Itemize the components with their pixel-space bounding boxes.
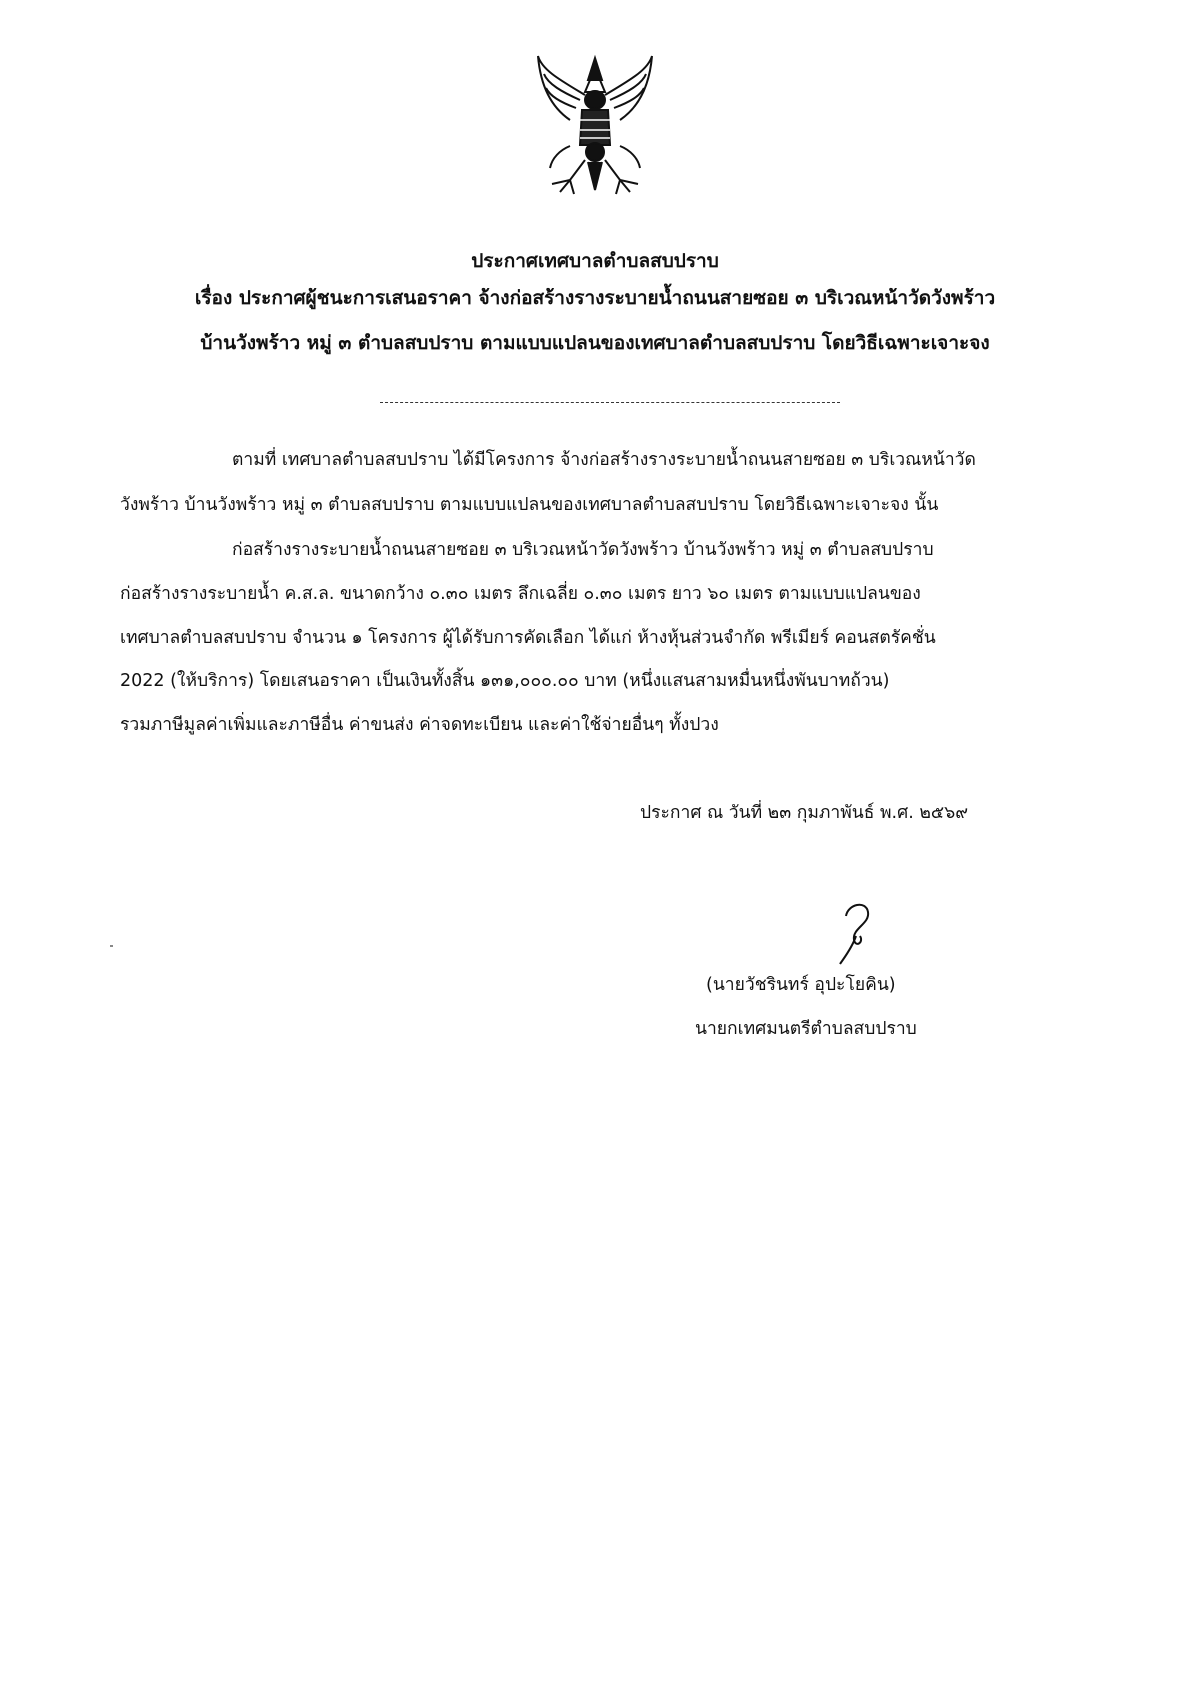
scan-speck bbox=[110, 945, 113, 947]
paragraph-2-line-2: ก่อสร้างรางระบายน้ำ ค.ส.ล. ขนาดกว้าง ๐.๓๐ เมตร ลึกเฉลี่ย ๐.๓๐ เมตร ยาว ๖๐ เมตร ตามแบบแปลนของ bbox=[120, 584, 921, 604]
org-title: ประกาศเทศบาลตำบลสบปราบ bbox=[471, 250, 719, 272]
paragraph-2-line-1: ก่อสร้างรางระบายน้ำถนนสายซอย ๓ บริเวณหน้าวัดวังพร้าว บ้านวังพร้าว หมู่ ๓ ตำบลสบปราบ bbox=[232, 540, 934, 560]
signature-mark bbox=[826, 896, 886, 966]
paragraph-2-line-5: รวมภาษีมูลค่าเพิ่มและภาษีอื่น ค่าขนส่ง ค่าจดทะเบียน และค่าใช้จ่ายอื่นๆ ทั้งปวง bbox=[120, 715, 719, 735]
garuda-emblem-icon bbox=[530, 50, 660, 200]
signatory-position: นายกเทศมนตรีตำบลสบปราบ bbox=[695, 1019, 917, 1039]
signatory-name: (นายวัชรินทร์ อุปะโยคิน) bbox=[706, 975, 896, 995]
subject-line-2: บ้านวังพร้าว หมู่ ๓ ตำบลสบปราบ ตามแบบแปลนของเทศบาลตำบลสบปราบ โดยวิธีเฉพาะเจาะจง bbox=[200, 332, 990, 354]
paragraph-1-line-2: วังพร้าว บ้านวังพร้าว หมู่ ๓ ตำบลสบปราบ ตามแบบแปลนของเทศบาลตำบลสบปราบ โดยวิธีเฉพาะเจาะจง นั้น bbox=[120, 495, 939, 515]
paragraph-2-line-3: เทศบาลตำบลสบปราบ จำนวน ๑ โครงการ ผู้ได้รับการคัดเลือก ได้แก่ ห้างหุ้นส่วนจำกัด พรีเมียร์ คอนสตรัคชั่น bbox=[120, 628, 936, 648]
dashed-divider bbox=[380, 402, 840, 403]
paragraph-2-line-4: 2022 (ให้บริการ) โดยเสนอราคา เป็นเงินทั้งสิ้น ๑๓๑,๐๐๐.๐๐ บาท (หนึ่งแสนสามหมื่นหนึ่งพันบาทถ้วน) bbox=[120, 671, 890, 691]
subject-line-1: เรื่อง ประกาศผู้ชนะการเสนอราคา จ้างก่อสร้างรางระบายน้ำถนนสายซอย ๓ บริเวณหน้าวัดวังพร้าว bbox=[194, 287, 996, 309]
paragraph-1-line-1: ตามที่ เทศบาลตำบลสบปราบ ได้มีโครงการ จ้างก่อสร้างรางระบายน้ำถนนสายซอย ๓ บริเวณหน้าวัด bbox=[232, 450, 976, 470]
announcement-date: ประกาศ ณ วันที่ ๒๓ กุมภาพันธ์ พ.ศ. ๒๕๖๙ bbox=[640, 803, 969, 823]
